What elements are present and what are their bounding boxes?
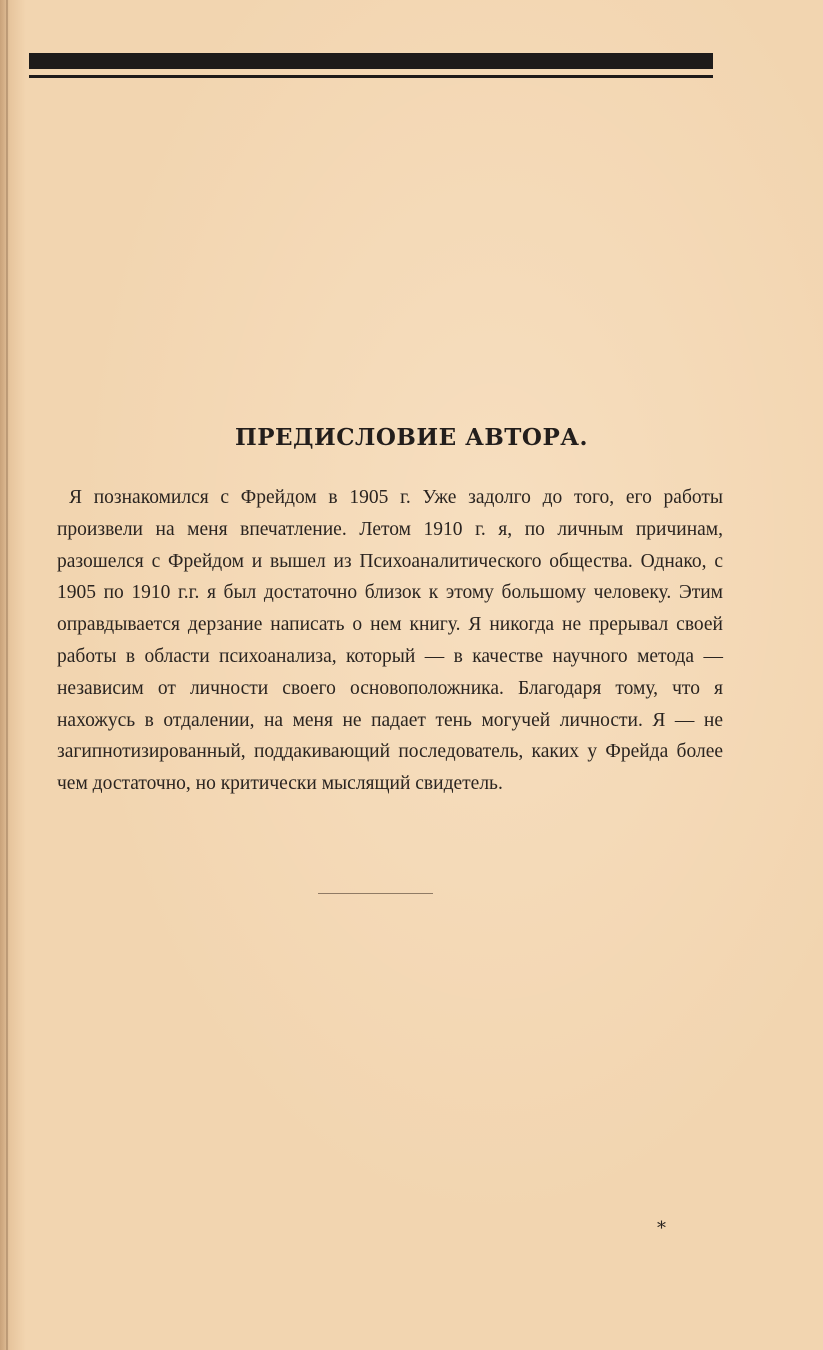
- chapter-title: ПРЕДИСЛОВИЕ АВТОРА.: [235, 424, 588, 451]
- page-spine-shadow: [6, 0, 8, 1350]
- header-rule-thin: [29, 75, 713, 78]
- preface-paragraph: Я познакомился с Фрейдом в 1905 г. Уже задолго до того, его работы произвели на меня впечатление. Летом 1910 г. я, по личным причинам, разошелся с Фрейдом и вышел из Психоаналитического общества. Однако, с 1905 по 1910 г.г. я был достаточно близок к этому большому человеку. Этим оправдывается дерзание написать о нем книгу. Я никогда не прерывал своей работы в области психоанализа, который — в качестве научного метода — независим от личности своего основоположника. Благодаря тому, что я нахожусь в отдалении, на меня не падает тень могучей личности. Я — не загипнотизированный, поддакивающий последователь, каких у Фрейда более чем достаточно, но критически мыслящий свидетель.: [57, 487, 723, 795]
- footer-asterisk: *: [657, 1218, 666, 1239]
- header-rule-thick: [29, 53, 713, 69]
- section-separator: [318, 893, 433, 894]
